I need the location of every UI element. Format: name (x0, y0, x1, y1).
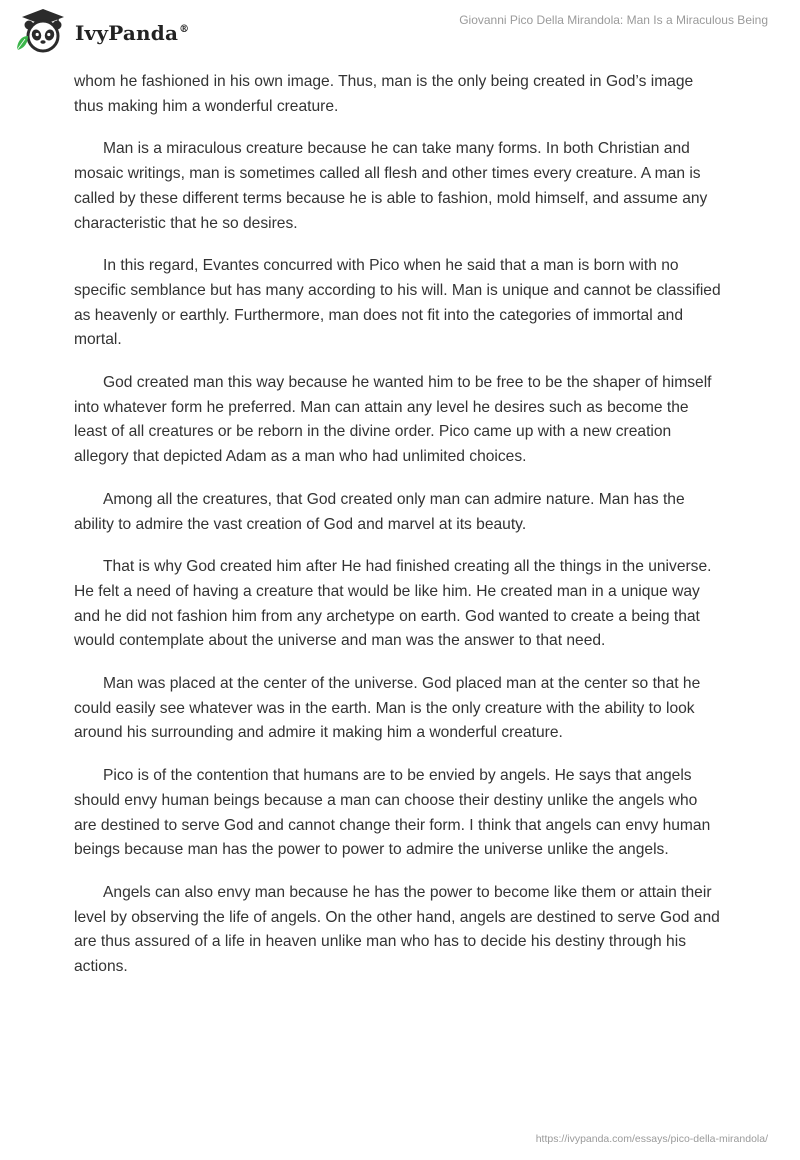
panda-graduate-icon (14, 8, 72, 54)
registered-mark: ® (179, 24, 190, 36)
essay-body (74, 70, 724, 998)
ivypanda-logo[interactable] (14, 8, 189, 54)
paragraph: Pico is of the contention that humans are to be envied by angels. He says that angels should envy human beings because a man can choose their destiny unlike the angels who are destined to serve God and cannot change their form. I think that angels can envy human beings because man has the power to power to admire the universe unlike the angels. (74, 767, 711, 859)
page-header (0, 0, 800, 60)
paragraph: Angels can also envy man because he has the power to become like them or attain their level by observing the life of angels. On the other hand, angels are destined to serve God and are thus assured of a life in heaven unlike man who has to decide his destiny through his actions. (74, 883, 720, 976)
paragraph: whom he fashioned in his own image. Thus, man is the only being created in God’s image thus making him a wonderful creature. (74, 73, 694, 115)
document-title: Giovanni Pico Della Mirandola: Man Is a Miraculous Being (459, 13, 768, 27)
paragraph: Man was placed at the center of the universe. God placed man at the center so that he could easily see whatever was in the earth. Man is the only creature with the ability to look around his surrounding and admire it making him a wonderful creature. (74, 675, 701, 742)
paragraph: That is why God created him after He had finished creating all the things in the universe. He felt a need of having a creature that would be like him. He created man in a unique way and he did not fashion him from any archetype on earth. God wanted to create a being that would contemplate about the universe and man was the answer to that need. (74, 558, 712, 650)
brand-name (75, 21, 189, 45)
paragraph: Man is a miraculous creature because he can take many forms. In both Christian and mosaic writings, man is sometimes called all flesh and other times every creature. A man is called by these different terms because he is able to fashion, mold himself, and assume any characteristic that he so desires. (74, 140, 708, 232)
paragraph: God created man this way because he wanted him to be free to be the shaper of himself into whatever form he preferred. Man can attain any level he desires such as become the least of all creatures or be reborn in the divine order. Pico came up with a new creation allegory that depicted Adam as a man who had unlimited choices. (74, 374, 712, 466)
brand-name-text: IvyPanda (75, 21, 179, 45)
paragraph: In this regard, Evantes concurred with Pico when he said that a man is born with no specific semblance but has many according to his will. Man is unique and cannot be classified as heavenly or earthly. Furthermore, man does not fit into the categories of immortal and mortal. (74, 257, 721, 349)
source-url-link[interactable]: https://ivypanda.com/essays/pico-della-mirandola/ (535, 1133, 768, 1145)
paragraph: Among all the creatures, that God created only man can admire nature. Man has the ability to admire the vast creation of God and marvel at its beauty. (74, 490, 685, 533)
